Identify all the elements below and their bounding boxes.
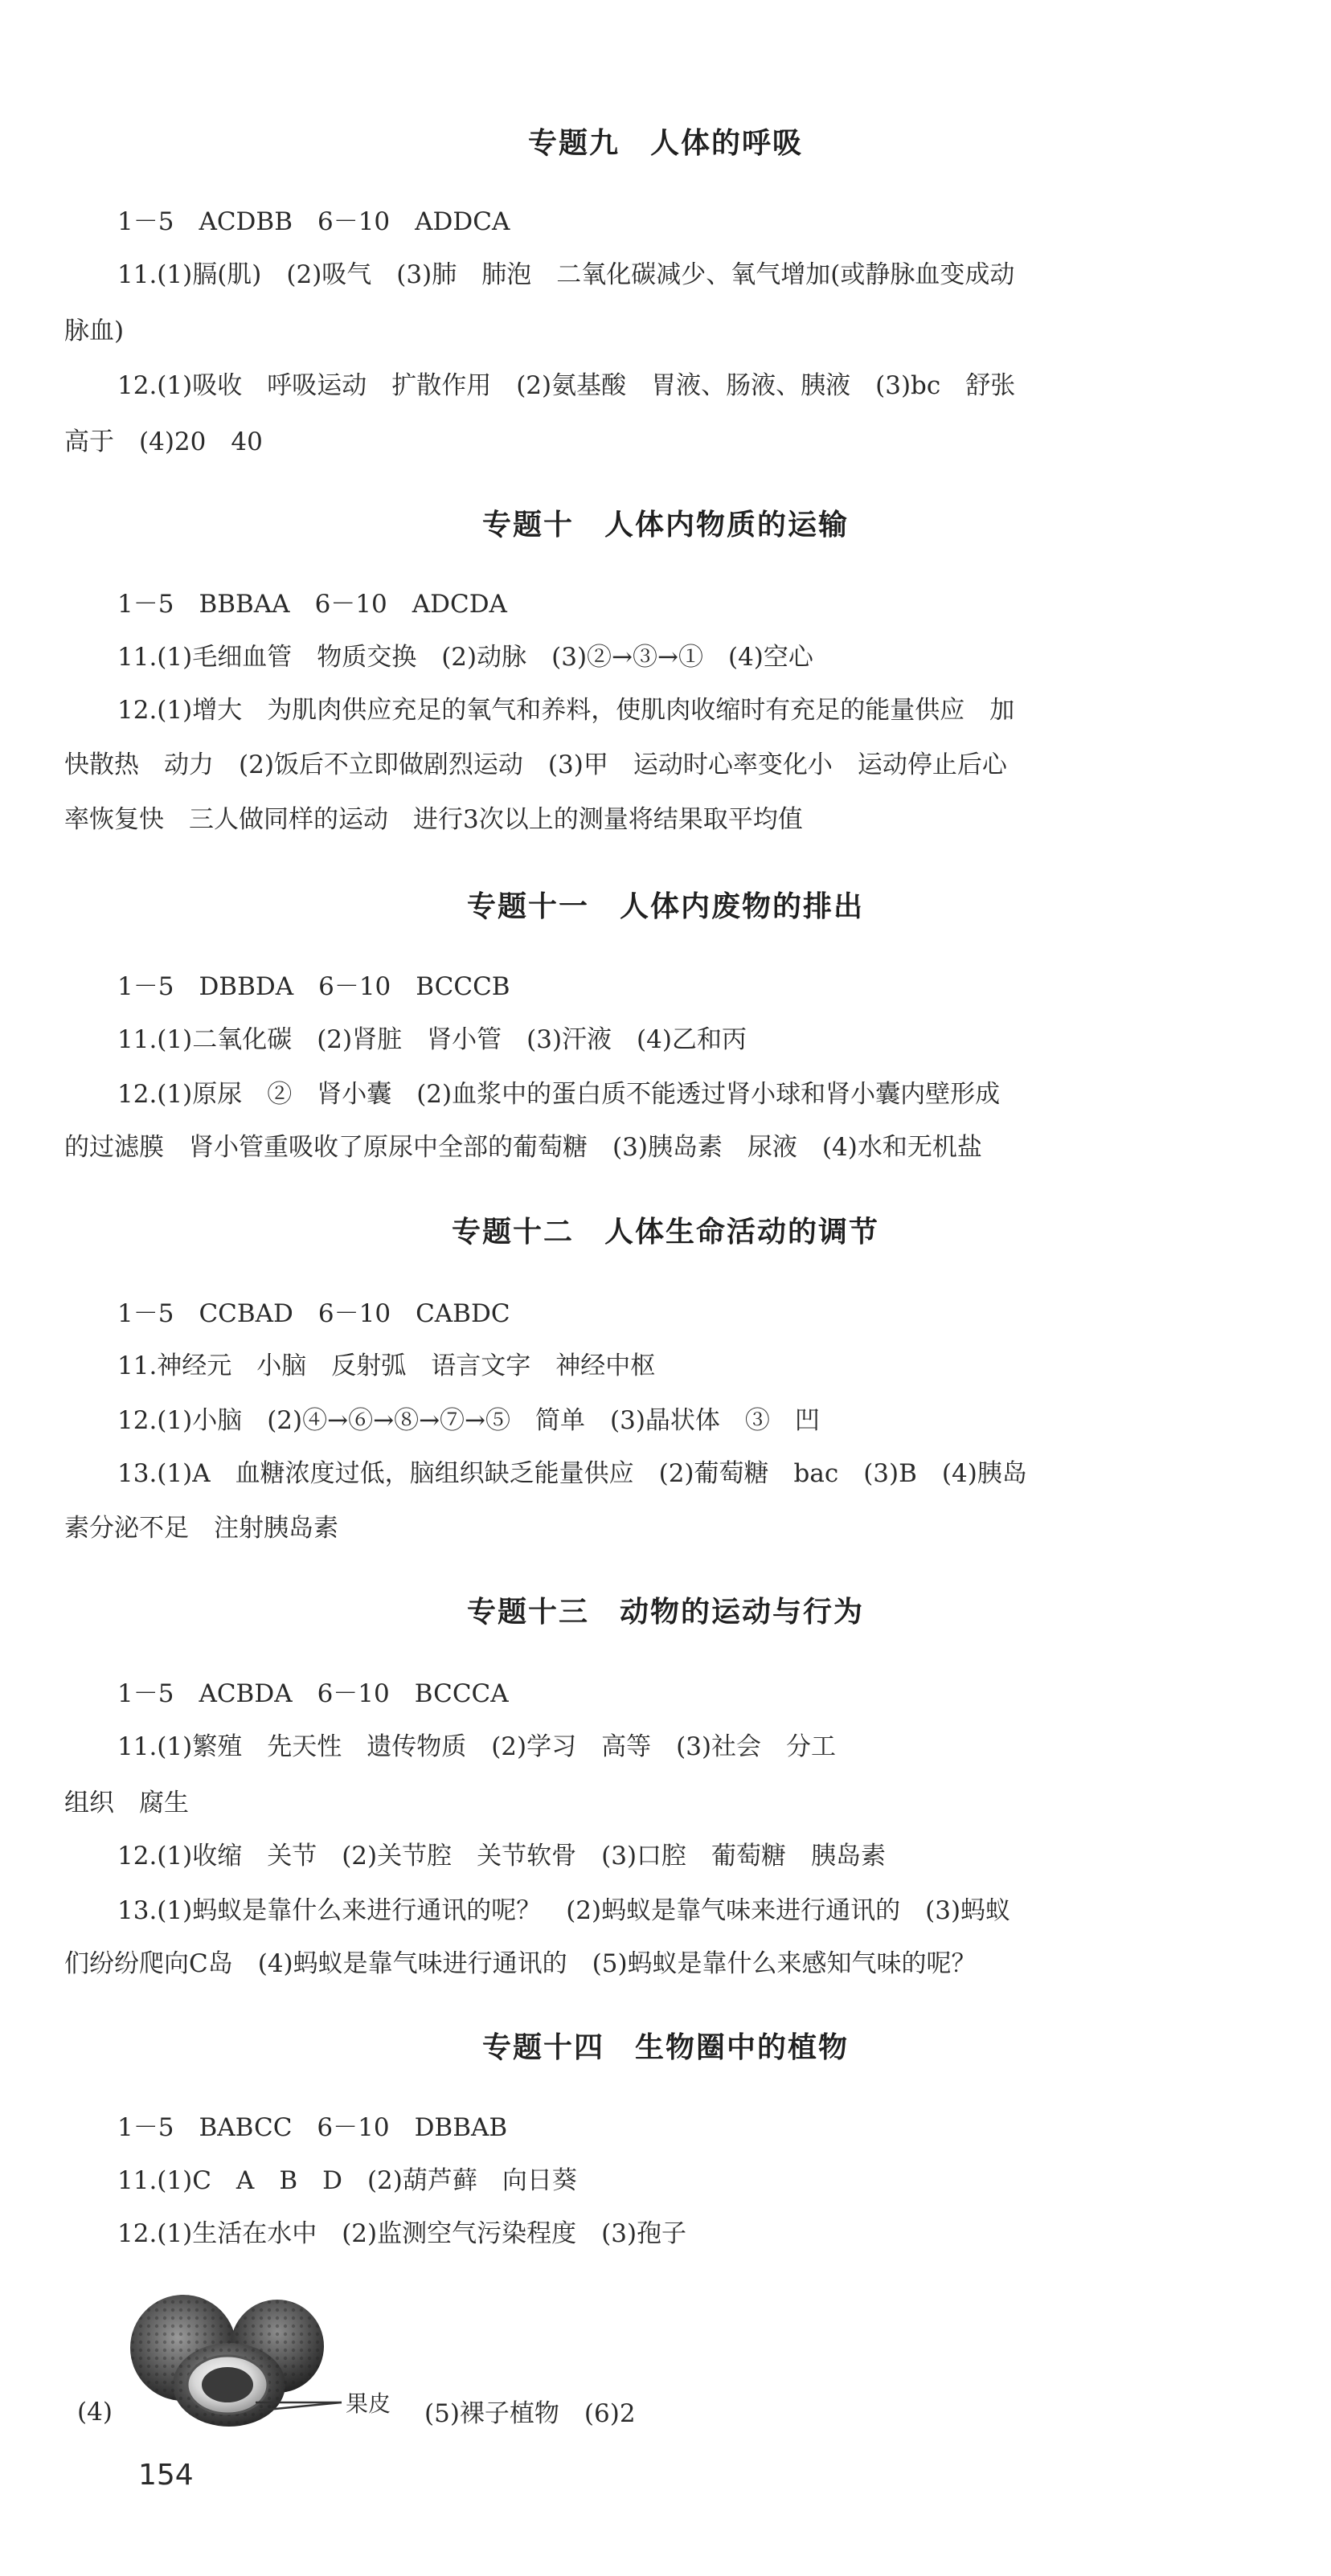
section-title: 专题十一 人体内废物的排出 (466, 890, 864, 923)
lychee-seed (202, 2367, 253, 2402)
answer-line: (5)裸子植物 (6)2 (424, 2399, 636, 2428)
answer-line: 12.(1)小脑 (2)④→⑥→⑧→⑦→⑤ 简单 (3)晶状体 ③ 凹 (117, 1406, 820, 1435)
answer-line: 高于 (4)20 40 (64, 427, 263, 456)
answer-line: 12.(1)生活在水中 (2)监测空气污染程度 (3)孢子 (117, 2219, 687, 2248)
answer-line: (4) (77, 2398, 113, 2427)
answer-line: 11.(1)繁殖 先天性 遗传物质 (2)学习 高等 (3)社会 分工 (117, 1732, 837, 1761)
section-title: 专题十四 生物圈中的植物 (481, 2031, 849, 2064)
answer-line: 1－5 BBBAA 6－10 ADCDA (117, 590, 507, 619)
answer-line: 脉血) (64, 317, 125, 346)
answer-line: 11.(1)膈(肌) (2)吸气 (3)肺 肺泡 二氧化碳减少、氧气增加(或静脉血变成动 (117, 260, 1015, 289)
answer-line: 12.(1)原尿 ② 肾小囊 (2)血浆中的蛋白质不能透过肾小球和肾小囊内壁形成 (117, 1080, 1001, 1109)
answer-line: 12.(1)收缩 关节 (2)关节腔 关节软骨 (3)口腔 葡萄糖 胰岛素 (117, 1842, 887, 1871)
answer-line: 快散热 动力 (2)饭后不立即做剧烈运动 (3)甲 运动时心率变化小 运动停止后心 (64, 750, 1007, 779)
answer-line: 1－5 BABCC 6－10 DBBAB (117, 2113, 508, 2142)
section-title: 专题九 人体的呼吸 (527, 127, 803, 160)
answer-line: 11.神经元 小脑 反射弧 语言文字 神经中枢 (117, 1351, 656, 1380)
answer-line: 11.(1)二氧化碳 (2)肾脏 肾小管 (3)汗液 (4)乙和丙 (117, 1025, 747, 1054)
answer-line: 12.(1)吸收 呼吸运动 扩散作用 (2)氨基酸 胃液、肠液、胰液 (3)bc 舒张 (117, 371, 1016, 400)
answer-line: 率恢复快 三人做同样的运动 进行3次以上的测量将结果取平均值 (64, 805, 803, 834)
answer-line: 13.(1)A 血糖浓度过低，脑组织缺乏能量供应 (2)葡萄糖 bac (3)B (4)胰岛 (117, 1459, 1027, 1488)
section-title: 专题十二 人体生命活动的调节 (451, 1216, 879, 1249)
lychee-illustration (121, 2282, 410, 2443)
answer-line: 们纷纷爬向C岛 (4)蚂蚁是靠气味进行通讯的 (5)蚂蚁是靠什么来感知气味的呢？ (64, 1949, 977, 1978)
answer-line: 1－5 CCBAD 6－10 CABDC (117, 1299, 510, 1328)
section-title: 专题十 人体内物质的运输 (481, 509, 849, 542)
answer-line: 组织 腐生 (64, 1789, 189, 1818)
lychee-figure (121, 2282, 410, 2443)
answer-line: 1－5 ACBDA 6－10 BCCCA (117, 1679, 509, 1708)
answer-line: 12.(1)增大 为肌肉供应充足的氧气和养料，使肌肉收缩时有充足的能量供应 加 (117, 696, 1015, 725)
answer-line: 11.(1)毛细血管 物质交换 (2)动脉 (3)②→③→① (4)空心 (117, 643, 813, 672)
answer-line: 1－5 DBBDA 6－10 BCCCB (117, 972, 510, 1001)
page-number: 154 (138, 2459, 194, 2492)
answer-line: 素分泌不足 注射胰岛素 (64, 1514, 338, 1543)
answer-line: 1－5 ACDBB 6－10 ADDCA (117, 207, 510, 236)
answer-line: 11.(1)C A B D (2)葫芦藓 向日葵 (117, 2166, 577, 2195)
answer-line: 的过滤膜 肾小管重吸收了原尿中全部的葡萄糖 (3)胰岛素 尿液 (4)水和无机盐 (64, 1133, 982, 1162)
pericarp-label: 果皮 (346, 2390, 391, 2417)
answer-line: 13.(1)蚂蚁是靠什么来进行通讯的呢？ (2)蚂蚁是靠气味来进行通讯的 (3)蚂蚁 (117, 1896, 1011, 1925)
section-title: 专题十三 动物的运动与行为 (466, 1596, 864, 1629)
